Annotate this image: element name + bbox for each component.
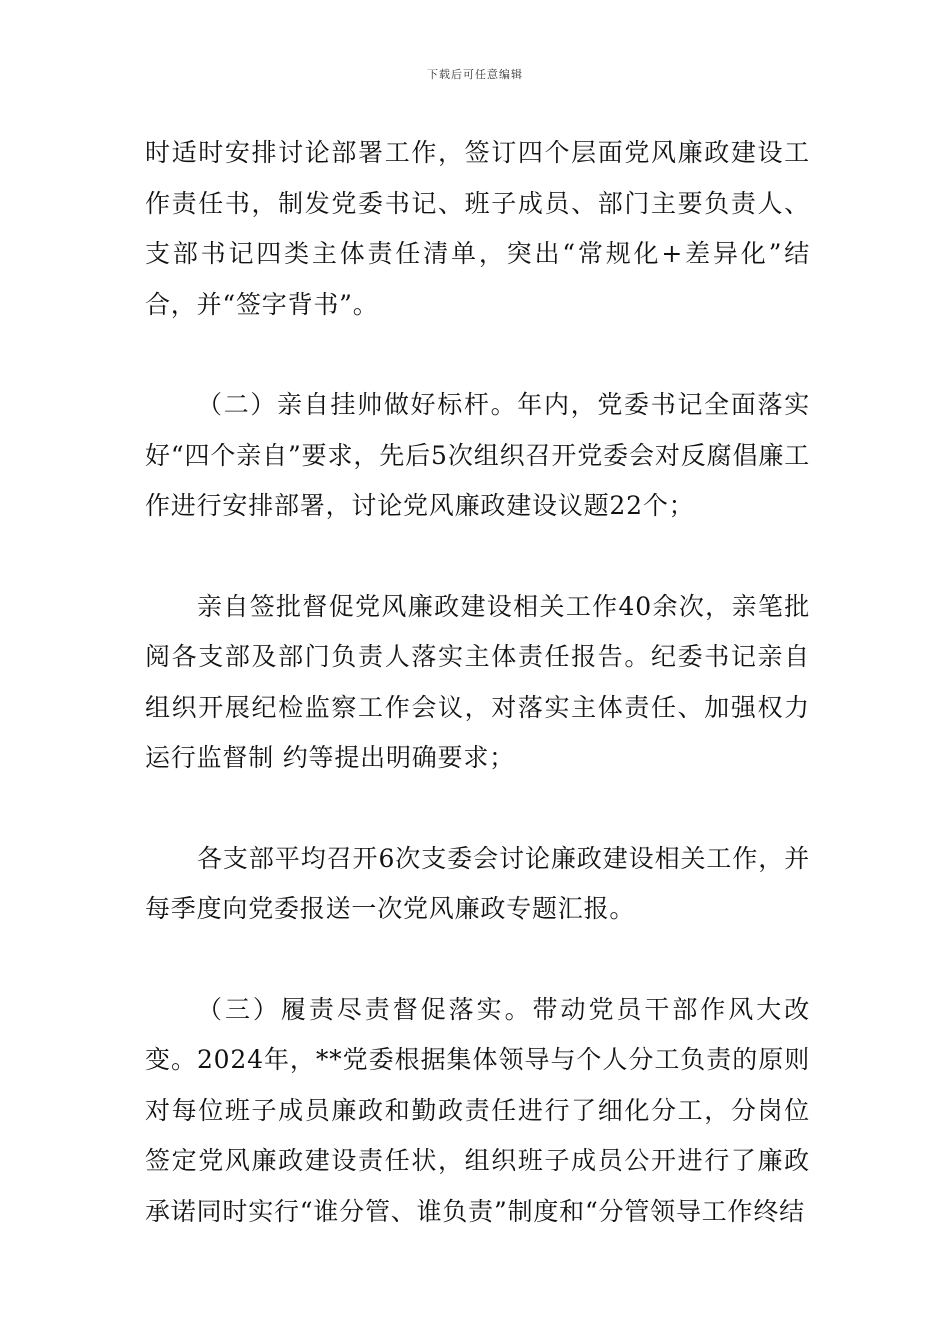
paragraph-5: （三）履责尽责督促落实。带动党员干部作风大改变。2024年，**党委根据集体领导与个人分工负责的原则对每位班子成员廉政和勤政责任进行了细化分工，分岗位签定党风廉政建设责任状，组织班子成员公开进行了廉政承诺同时实行“谁分管、谁负责”制度和“分管领导工作终结: [145, 994, 810, 1226]
paragraph-gap: [145, 532, 810, 582]
paragraph-gap: [145, 935, 810, 985]
paragraph-gap: [145, 330, 810, 380]
paragraph-3: 亲自签批督促党风廉政建设相关工作40余次，亲笔批阅各支部及部门负责人落实主体责任报告。纪委书记亲自组织开展纪检监察工作会议，对落实主体责任、加强权力运行监督制 约等提出明确要求；: [145, 591, 810, 772]
paragraph-gap: [145, 784, 810, 834]
document-body: [145, 128, 810, 1237]
paragraph-1: 时适时安排讨论部署工作，签订四个层面党风廉政建设工作责任书，制发党委书记、班子成员、部门主要负责人、支部书记四类主体责任清单，突出“常规化+差异化”结合，并“签字背书”。: [145, 138, 810, 319]
page-header: 下载后可任意编辑: [427, 68, 523, 81]
paragraph-4: 各支部平均召开6次支委会讨论廉政建设相关工作，并每季度向党委报送一次党风廉政专题汇报。: [145, 843, 810, 923]
paragraph-2: （二）亲自挂帅做好标杆。年内，党委书记全面落实好“四个亲自”要求，先后5次组织召开党委会对反腐倡廉工作进行安排部署，讨论党风廉政建设议题22个；: [145, 390, 810, 520]
